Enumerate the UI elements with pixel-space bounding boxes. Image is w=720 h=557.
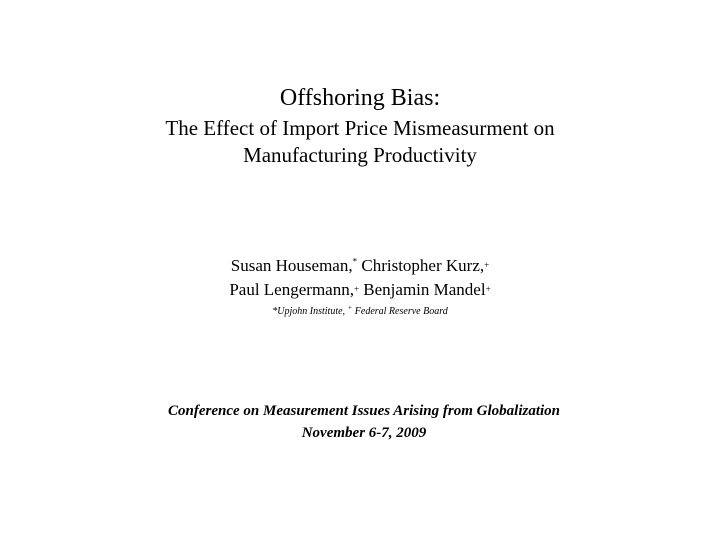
title-block — [0, 83, 720, 169]
affiliation-upjohn: *Upjohn Institute, — [272, 306, 348, 317]
authors-block — [0, 254, 720, 320]
author-christopher-kurz: Christopher Kurz, — [357, 256, 485, 275]
author-paul-lengermann: Paul Lengermann, — [229, 280, 354, 299]
title-sub-line-2: Manufacturing Productivity — [243, 143, 477, 167]
author-line-2 — [0, 278, 720, 302]
author-line-1 — [0, 254, 720, 278]
affiliation-federal-reserve: Federal Reserve Board — [352, 306, 448, 317]
conference-date: November 6-7, 2009 — [301, 425, 427, 441]
affiliations-line — [0, 304, 720, 320]
affiliation-mark: + — [485, 284, 491, 294]
affiliation-mark: + — [484, 260, 490, 270]
author-susan-houseman: Susan Houseman, — [230, 256, 353, 275]
title-main: Offshoring Bias: — [279, 85, 441, 111]
author-benjamin-mandel: Benjamin Mandel — [359, 280, 486, 299]
title-sub-line-1: The Effect of Import Price Mismeasurment on — [165, 116, 555, 140]
affiliation-mark: + — [347, 303, 353, 312]
conference-block — [0, 400, 720, 444]
affiliation-mark: * — [352, 256, 358, 267]
affiliation-mark: + — [353, 284, 360, 294]
conference-name: Conference on Measurement Issues Arising from Globalization — [168, 403, 560, 419]
